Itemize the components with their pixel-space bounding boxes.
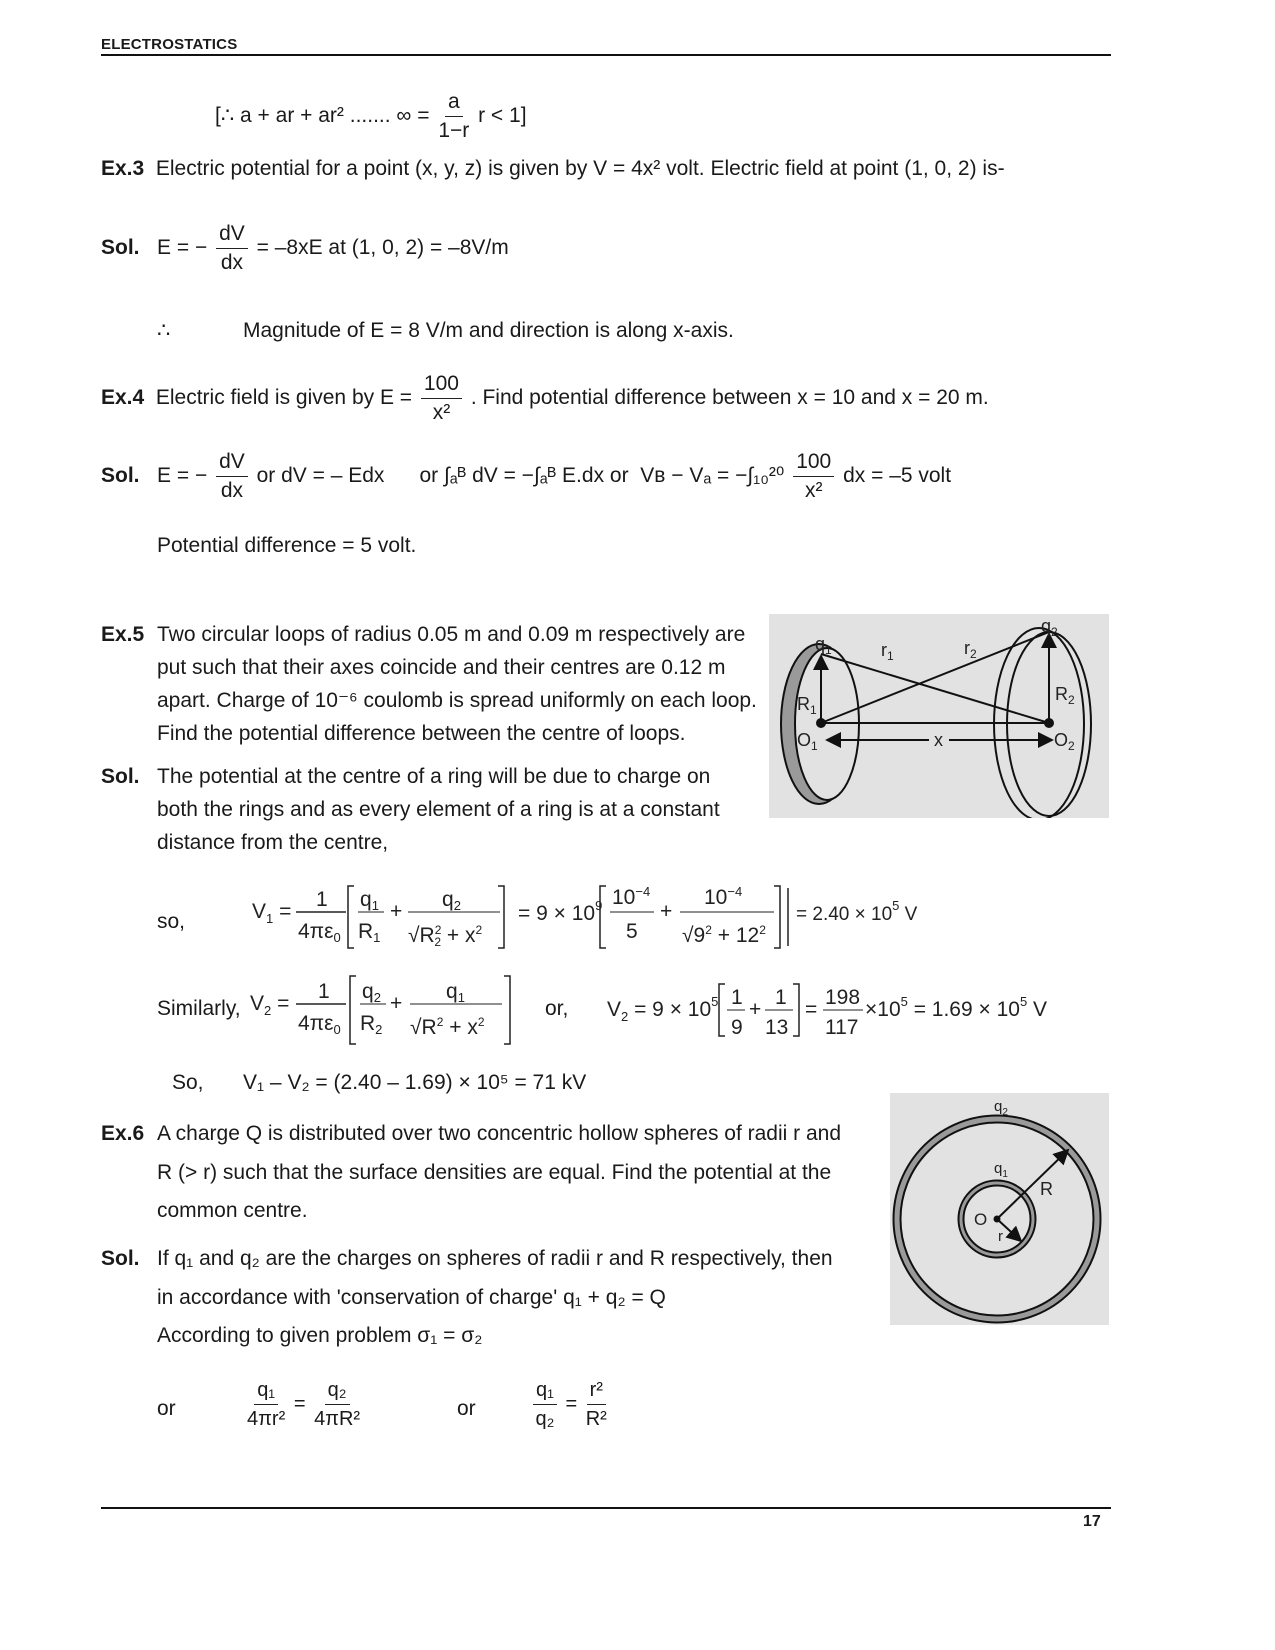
svg-text:R2: R2 bbox=[360, 1012, 383, 1037]
ex6-sol-line: in accordance with 'conservation of charge' q₁ + q₂ = Q bbox=[157, 1285, 666, 1309]
series-prefix: [∴ a + ar + ar² ....... ∞ = bbox=[215, 104, 436, 128]
v2-equation bbox=[246, 970, 520, 1055]
svg-text:q2: q2 bbox=[441, 888, 461, 913]
ex4-s4-den: x² bbox=[804, 479, 823, 502]
page-number: 17 bbox=[1083, 1513, 1101, 1530]
ex5-q-line: apart. Charge of 10⁻⁶ coulomb is spread uniformly on each loop. bbox=[157, 689, 757, 712]
header-rule bbox=[101, 54, 1111, 56]
v1-equation-render bbox=[252, 880, 932, 960]
ex3-solution bbox=[101, 222, 509, 275]
svg-text:4πε0: 4πε0 bbox=[298, 1012, 342, 1037]
ex3-label: Ex.3 bbox=[101, 157, 145, 180]
svg-text:q1: $q_1$ bbox=[815, 634, 832, 657]
ex6-f3-den: q₂ bbox=[535, 1408, 555, 1430]
ex6-solution-text bbox=[157, 1240, 877, 1356]
ex4-q-pre: Electric field is given by bbox=[155, 386, 380, 410]
v2-value-equation bbox=[603, 978, 1077, 1047]
ex4-s1: E = − bbox=[157, 464, 208, 488]
ex6-f1-num: q₁ bbox=[254, 1378, 278, 1405]
ex4-field-fraction bbox=[421, 372, 462, 425]
svg-text:R1: $R_1$ bbox=[797, 694, 817, 717]
ex6-f4-num: r² bbox=[587, 1378, 606, 1405]
similarly-label: Similarly, bbox=[157, 997, 241, 1020]
svg-text:r1: $r_1$ bbox=[881, 640, 894, 663]
ex5-q-line: put such that their axes coincide and their centres are 0.12 m bbox=[157, 656, 726, 679]
ex4-s2: or dV = – Edx bbox=[256, 464, 385, 488]
svg-text:r: r bbox=[998, 1228, 1003, 1245]
ex6-ratio-eq2 bbox=[530, 1378, 610, 1431]
v1-equation bbox=[246, 880, 932, 966]
svg-text:1: 1 bbox=[318, 980, 331, 1003]
ex4-result: Potential difference = 5 volt. bbox=[157, 534, 417, 557]
ex5-sol-label: Sol. bbox=[101, 765, 140, 788]
ex6-frac1 bbox=[247, 1378, 285, 1431]
svg-text:q1: q1 bbox=[359, 888, 379, 913]
ex6-frac3 bbox=[533, 1378, 557, 1431]
svg-text:=: = bbox=[805, 998, 818, 1021]
ex3-sol-rest: = –8xE at (1, 0, 2) = –8V/m bbox=[256, 236, 509, 260]
svg-text:R2: $R_2$ bbox=[1055, 684, 1075, 707]
ex6-q-line: A charge Q is distributed over two concentric hollow spheres of radii r and bbox=[157, 1122, 842, 1145]
running-header: ELECTROSTATICS bbox=[101, 36, 238, 53]
ex6-q-line: common centre. bbox=[157, 1199, 308, 1222]
svg-text:×105 = 1.69 × 105 V: $\times 10^5 = 1.69 \times 10^5$ V bbox=[865, 994, 1048, 1021]
series-fraction bbox=[438, 90, 469, 143]
ex4-label: Ex.4 bbox=[101, 386, 145, 410]
svg-text:1: 1 bbox=[775, 986, 788, 1009]
two-rings-diagram bbox=[769, 614, 1109, 818]
svg-text:√92 + 122: $√9^2 + 12^2$ bbox=[681, 923, 766, 947]
concentric-spheres-diagram bbox=[890, 1093, 1109, 1325]
concentric-spheres-figure bbox=[890, 1093, 1109, 1325]
svg-text:q2: $q_2$ bbox=[994, 1098, 1008, 1118]
series-num: a bbox=[445, 90, 463, 117]
ex4-s5: dx = –5 volt bbox=[843, 464, 952, 488]
ex6-frac2 bbox=[314, 1378, 360, 1431]
ex4-derivative bbox=[216, 450, 248, 503]
svg-text:V2 = 9 × 105: $V_2 = 9 \times 10^5$ bbox=[607, 994, 719, 1024]
two-rings-figure bbox=[769, 614, 1109, 818]
series-den: 1−r bbox=[438, 119, 470, 142]
ex4-question bbox=[101, 372, 989, 425]
ex6-eq1-sign: = bbox=[293, 1392, 306, 1415]
svg-text:+: + bbox=[749, 998, 762, 1021]
svg-text:1: 1 bbox=[731, 986, 744, 1009]
ex6-q-line: R (> r) such that the surface densities are equal. Find the potential at the bbox=[157, 1160, 832, 1184]
ex6-frac4 bbox=[586, 1378, 607, 1431]
ex6-eq2-sign: = bbox=[565, 1392, 578, 1415]
svg-text:q1: $q_1$ bbox=[994, 1160, 1008, 1180]
ex6-f3-num: q₁ bbox=[533, 1378, 557, 1405]
ex6-f1-den: 4πr² bbox=[247, 1408, 286, 1430]
ex3-question bbox=[101, 152, 1005, 185]
ex6-ratio-eq1 bbox=[244, 1378, 363, 1431]
svg-text:1: 1 bbox=[315, 888, 328, 911]
ex5-sol-line: distance from the centre, bbox=[157, 831, 389, 854]
ex5-label: Ex.5 bbox=[101, 623, 145, 646]
ex6-sol-line: If q₁ and q₂ are the charges on spheres of radii r and R respectively, then bbox=[157, 1247, 833, 1270]
svg-text:13: 13 bbox=[765, 1016, 789, 1039]
svg-text:10−4: $10^{-4}$ bbox=[611, 884, 651, 909]
svg-text:V2 =: $V_2$ = bbox=[250, 992, 290, 1018]
svg-text:O: O bbox=[974, 1210, 988, 1229]
ex6-f2-den: 4πR² bbox=[314, 1408, 361, 1430]
svg-text:r2: $r_2$ bbox=[964, 638, 977, 661]
ex4-integrand bbox=[793, 450, 834, 503]
ex3-question-text: Electric potential for a point (x, y, z) is given by V = 4x² volt. Electric field at point (1, 0, 2) is- bbox=[155, 157, 1005, 180]
svg-text:9: 9 bbox=[731, 1016, 744, 1039]
svg-text:198: 198 bbox=[825, 986, 861, 1009]
svg-text:O2: $O_2$ bbox=[1054, 730, 1075, 753]
svg-text:q1: q1 bbox=[446, 980, 466, 1005]
svg-text:√R22 + x2: $√R^2$ $2 + x^2$ bbox=[407, 923, 483, 949]
potential-difference-result: V₁ – V₂ = (2.40 – 1.69) × 10⁵ = 71 kV bbox=[243, 1071, 587, 1094]
ex4-sol-label: Sol. bbox=[101, 464, 140, 488]
or2-label: or bbox=[457, 1397, 476, 1420]
ex3-therefore: ∴ bbox=[157, 319, 171, 342]
ex5-sol-line: both the rings and as every element of a ring is at a constant bbox=[157, 798, 720, 821]
ex6-question bbox=[157, 1115, 877, 1231]
svg-text:4πε0: 4πε0 bbox=[297, 920, 341, 945]
svg-text:x: x bbox=[934, 730, 943, 750]
svg-text:√R2 + x2: $√R^2 + x^2$ bbox=[410, 1015, 485, 1039]
svg-text:q2: q2 bbox=[362, 980, 382, 1005]
ex6-sol-line: According to given problem σ₁ = σ₂ bbox=[157, 1324, 483, 1347]
ex4-solution bbox=[101, 450, 951, 503]
ex6-sol-label: Sol. bbox=[101, 1247, 140, 1270]
ex4-s4: Vʙ − Vₐ = −∫₁₀²⁰ bbox=[640, 464, 785, 488]
footer-rule bbox=[101, 1507, 1111, 1509]
so2-label: So, bbox=[172, 1071, 204, 1094]
svg-text:q2: $q_2$ bbox=[1041, 616, 1058, 639]
v2-value-render bbox=[607, 978, 1077, 1042]
svg-text:R1: R1 bbox=[357, 920, 381, 945]
svg-text:R: R bbox=[1040, 1179, 1053, 1199]
svg-text:= 2.40 × 105 V: = $2.40 \times 10^5$ V bbox=[795, 898, 918, 925]
ex3-sol-lhs: E = − bbox=[157, 236, 208, 260]
ex5-question bbox=[157, 618, 757, 750]
ex6-f2-num: q₂ bbox=[325, 1378, 350, 1405]
ex4-s4-num: 100 bbox=[793, 450, 834, 477]
v2-equation-render bbox=[250, 970, 520, 1050]
ex4-q-e: E = bbox=[379, 386, 413, 410]
svg-text:10−4: $10^{-4}$ bbox=[703, 884, 743, 909]
svg-text:= 9 × 109: = $9 \times 10^9$ bbox=[517, 898, 603, 925]
svg-text:+: + bbox=[659, 900, 673, 923]
ex5-solution-text bbox=[157, 760, 757, 859]
ex5-sol-line: The potential at the centre of a ring will be due to charge on bbox=[157, 765, 711, 788]
series-note bbox=[215, 90, 527, 143]
ex3-num: dV bbox=[216, 222, 248, 249]
ex4-q-den: x² bbox=[432, 401, 451, 424]
svg-text:O1: $O_1$ bbox=[797, 730, 818, 753]
svg-text:V1 =: $V_1$ = bbox=[251, 900, 292, 926]
ex3-conclusion: Magnitude of E = 8 V/m and direction is along x-axis. bbox=[243, 319, 734, 342]
series-suffix: r < 1] bbox=[478, 104, 527, 128]
ex4-s1-den: dx bbox=[220, 479, 244, 502]
ex4-q-post: . Find potential difference between x = 10 and x = 20 m. bbox=[470, 386, 989, 410]
svg-text:117: 117 bbox=[825, 1016, 859, 1039]
ex6-label: Ex.6 bbox=[101, 1122, 145, 1145]
so-label: so, bbox=[157, 910, 186, 933]
svg-text:5: 5 bbox=[625, 920, 638, 943]
ex4-s1-num: dV bbox=[216, 450, 248, 477]
ex5-q-line: Two circular loops of radius 0.05 m and 0.09 m respectively are bbox=[157, 623, 746, 646]
ex4-q-num: 100 bbox=[421, 372, 462, 399]
ex4-s3: or ∫ₐᴮ dV = −∫ₐᴮ E.dx or bbox=[419, 464, 629, 488]
svg-text:+: + bbox=[389, 900, 403, 923]
ex6-f4-den: R² bbox=[585, 1408, 607, 1430]
ex3-den: dx bbox=[220, 251, 244, 274]
ex3-sol-label: Sol. bbox=[101, 236, 140, 260]
ex3-derivative bbox=[216, 222, 248, 275]
or-label: or, bbox=[545, 997, 569, 1020]
svg-text:+: + bbox=[390, 992, 403, 1015]
ex5-q-line: Find the potential difference between the centre of loops. bbox=[157, 722, 686, 745]
or1-label: or bbox=[157, 1397, 176, 1420]
